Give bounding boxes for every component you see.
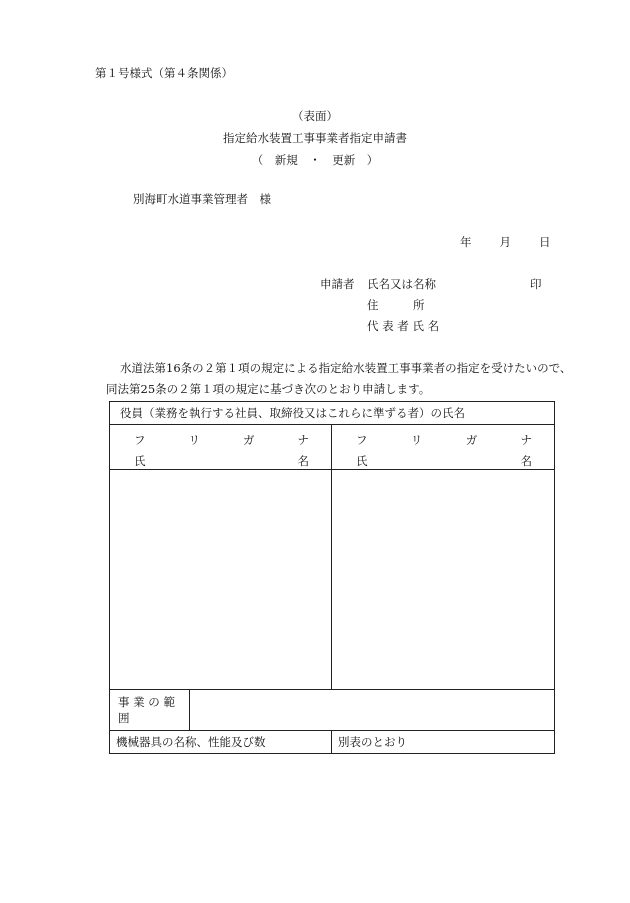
name-label: 氏名又は名称 [367,277,436,291]
month-label: 月 [499,235,511,249]
furigana-name-header-left [110,425,332,470]
business-scope-field[interactable] [190,690,555,731]
furigana-char: ガ [465,433,478,447]
name-char: 名 [520,454,533,468]
furigana-char: フ [356,433,368,447]
application-type: （ 新規 ・ 更新 ） [251,153,379,167]
furigana-char: フ [134,433,146,447]
date-line [460,237,551,249]
furigana-char: リ [188,433,200,447]
body-text-line-1: 水道法第16条の２第１項の規定による指定給水装置工事事業者の指定を受けたいので、 [120,361,572,375]
furigana-char: ナ [297,433,309,447]
officers-name-area-left[interactable] [110,470,332,690]
representative-label: 代 表 者 氏 名 [367,319,440,333]
furigana-char: リ [410,433,423,447]
year-label: 年 [460,235,472,249]
side-label: （表面） [292,109,338,123]
name-char: 名 [297,454,309,468]
document-title: 指定給水装置工事事業者指定申請書 [223,131,407,145]
address-label: 住 所 [367,298,425,312]
name-char: 氏 [356,454,368,468]
officers-name-area-right[interactable] [332,470,555,690]
furigana-char: ナ [520,433,533,447]
furigana-char: ガ [243,433,255,447]
equipment-label: 機械器具の名称、性能及び数 [110,731,332,754]
addressee: 別海町水道事業管理者 様 [133,192,271,206]
day-label: 日 [539,235,551,249]
name-char: 氏 [134,454,146,468]
body-text-line-2: 同法第25条の２第１項の規定に基づき次のとおり申請します。 [106,382,431,396]
equipment-value: 別表のとおり [332,731,555,754]
applicant-label: 申請者 [320,277,355,291]
furigana-name-header-right [332,425,555,470]
form-number-label: 第１号様式（第４条関係） [95,66,233,80]
business-scope-label: 事 業 の 範 囲 [110,690,190,731]
seal-mark: 印 [530,277,542,291]
officers-header: 役員（業務を執行する社員、取締役又はこれらに準ずる者）の氏名 [110,402,555,425]
officers-table [109,401,555,754]
